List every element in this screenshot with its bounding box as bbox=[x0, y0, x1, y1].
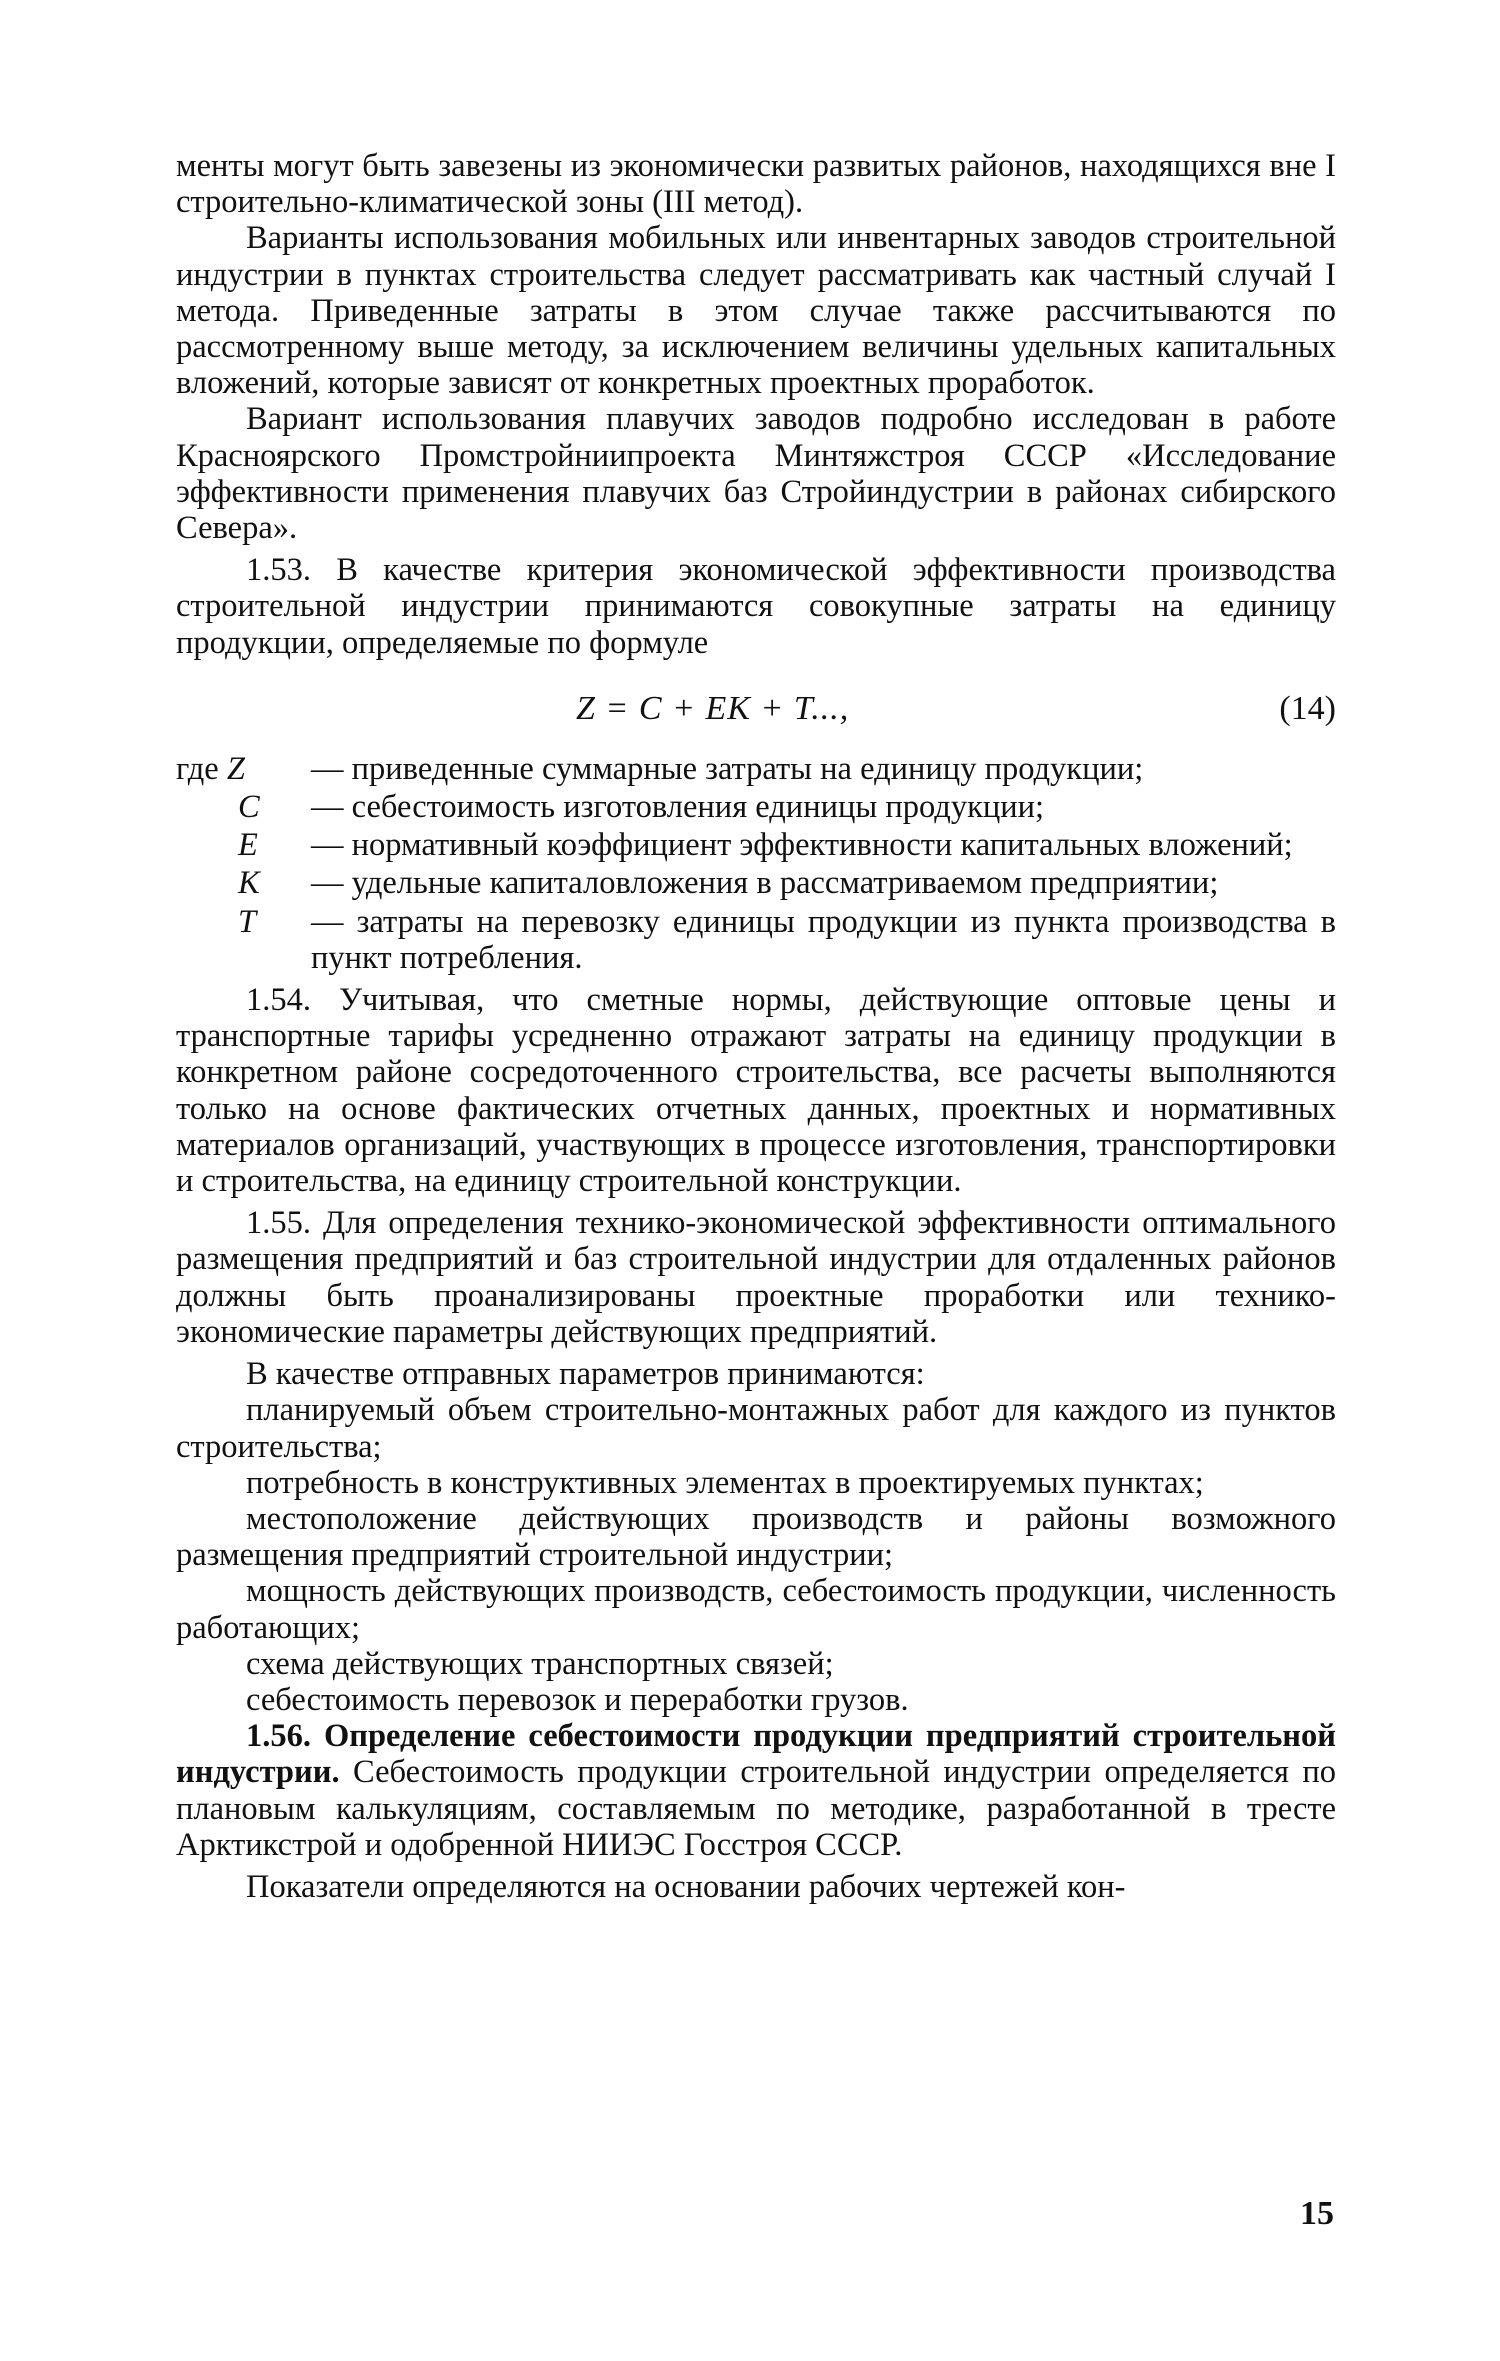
definition-text: — себестоимость изготовления единицы продукции; bbox=[311, 789, 1045, 826]
definition-symbol: E bbox=[238, 827, 258, 864]
definition-text: — приведенные суммарные затраты на единицу продукции; bbox=[311, 750, 1144, 787]
definition-symbol: C bbox=[238, 789, 260, 826]
paragraph-continuation: менты могут быть завезены из экономически развитых районов, находящихся вне I строительно-климатической зоны (III метод). bbox=[176, 148, 1336, 221]
definition-c bbox=[176, 789, 1336, 825]
list-item: планируемый объем строительно-монтажных работ для каждого из пунктов строительства; bbox=[176, 1392, 1336, 1465]
list-item: местоположение действующих производств и районы возможного размещения предприятий строительной индустрии; bbox=[176, 1500, 1336, 1574]
paragraph-last: Показатели определяются на основании рабочих чертежей кон- bbox=[246, 1868, 1126, 1905]
paragraph-parameters-intro: В качестве отправных параметров принимаются: bbox=[246, 1356, 925, 1393]
list-item: мощность действующих производств, себестоимость продукции, численность работающих; bbox=[176, 1573, 1336, 1646]
where-label: где bbox=[176, 750, 219, 787]
definition-e bbox=[176, 827, 1336, 863]
paragraph-1-55: 1.55. Для определения технико-экономической эффективности оптимального размещения предприятий и баз строительной индустрии для отдаленных районов должны быть проанализированы проектные проработки или технико-экономические параметры действующих предприятий. bbox=[176, 1205, 1336, 1350]
definition-text: — затраты на перевозку единицы продукции из пункта производства в пункт потребления. bbox=[311, 903, 1336, 976]
page-number: 15 bbox=[1300, 2195, 1334, 2232]
formula-14 bbox=[176, 681, 1336, 743]
definition-k bbox=[176, 865, 1336, 901]
list-item: схема действующих транспортных связей; bbox=[246, 1645, 834, 1682]
list-item: потребность в конструктивных элементах в проектируемых пунктах; bbox=[246, 1464, 1204, 1501]
section-text: Себестоимость продукции строительной индустрии определяется по плановым калькуляциям, составляемым по методике, разработанной в тресте Арктикстрой и одобренной НИИЭС Госстроя СССР. bbox=[176, 1754, 1336, 1863]
paragraph-mobile-plants: Варианты использования мобильных или инвентарных заводов строительной индустрии в пунктах строительства следует рассматривать как частный случай I метода. Приведенные затраты в этом случае также рассчитываются по рассмотренному выше методу, за исключением величины удельных капитальных вложений, которые зависят от конкретных проектных проработок. bbox=[176, 220, 1336, 402]
paragraph-1-53: 1.53. В качестве критерия экономической эффективности производства строительной индустрии принимаются совокупные затраты на единицу продукции, определяемые по формуле bbox=[176, 552, 1336, 661]
definition-symbol: T bbox=[238, 903, 257, 940]
paragraph-1-56 bbox=[176, 1718, 1336, 1863]
definition-symbol: Z bbox=[226, 750, 245, 787]
definition-z bbox=[176, 751, 1336, 787]
paragraph-1-54: 1.54. Учитывая, что сметные нормы, действующие оптовые цены и транспортные тарифы усредненно отражают затраты на единицу продукции в конкретном районе сосредоточенного строительства, все расчеты выполняются только на основе фактических отчетных данных, проектных и нормативных материалов организаций, участвующих в процессе изготовления, транспортировки и строительства, на единицу строительной конструкции. bbox=[176, 982, 1336, 1200]
list-item: себестоимость перевозок и переработки грузов. bbox=[246, 1681, 909, 1718]
document-page bbox=[176, 148, 1336, 1905]
definition-symbol: K bbox=[238, 865, 260, 902]
formula-expression: Z = C + EK + T..., bbox=[576, 689, 850, 727]
formula-number: (14) bbox=[1279, 689, 1336, 727]
definition-t bbox=[176, 904, 1336, 976]
paragraph-floating-plants: Вариант использования плавучих заводов подробно исследован в работе Красноярского Промстройниипроекта Минтяжстроя СССР «Исследование эффективности применения плавучих баз Стройиндустрии в районах сибирского Севера». bbox=[176, 401, 1336, 547]
definition-text: — удельные капиталовложения в рассматриваемом предприятии; bbox=[311, 865, 1219, 902]
definition-text: — нормативный коэффициент эффективности капитальных вложений; bbox=[311, 827, 1293, 864]
section-heading: 1.56. Определение себестоимости продукции предприятий строительной индустрии. bbox=[176, 1718, 1336, 1791]
